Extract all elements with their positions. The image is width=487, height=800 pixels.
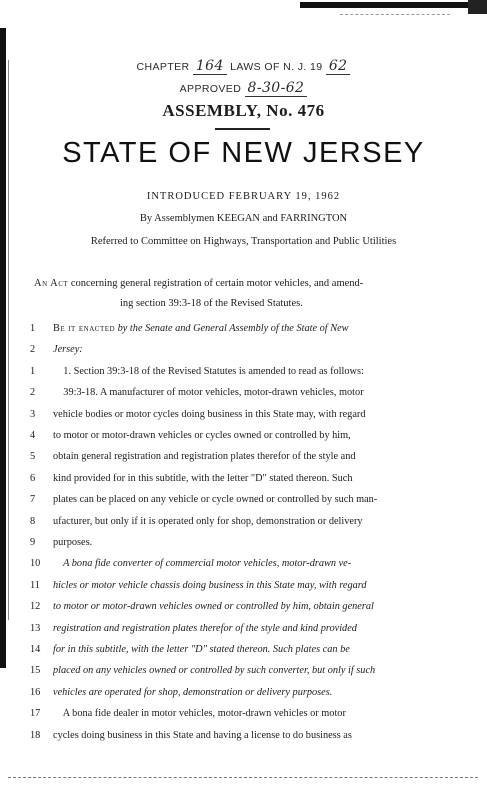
line-text — [53, 320, 456, 338]
line-text — [53, 620, 456, 638]
approved-date: 8-30-62 — [245, 80, 308, 97]
bill-line — [0, 513, 487, 531]
line-text — [53, 470, 456, 488]
line-text — [53, 684, 456, 702]
line-number: 14 — [30, 644, 41, 655]
approved-stamp — [0, 80, 487, 96]
act-title-line-1 — [34, 278, 363, 289]
line-body: A bona fide dealer in motor vehicles, motor-drawn vehicles or motor — [53, 708, 346, 720]
line-number: 1 — [30, 365, 36, 377]
line-body: vehicles are operated for shop, demonstration or delivery purposes. — [53, 686, 333, 698]
line-number: 8 — [30, 515, 36, 527]
line-text — [53, 363, 456, 381]
bill-line — [0, 491, 487, 509]
line-text — [53, 705, 456, 723]
bill-line — [0, 555, 487, 573]
bill-line — [0, 384, 487, 402]
approved-label: APPROVED — [179, 83, 242, 95]
line-text — [53, 662, 456, 680]
enacting-lead: Be it enacted — [53, 323, 116, 334]
bill-line — [0, 406, 487, 424]
title-rule — [215, 128, 270, 130]
bill-line — [0, 662, 487, 680]
line-body: purposes. — [53, 537, 93, 548]
line-body: vehicle bodies or motor cycles doing business in this State may, with regard — [53, 408, 366, 420]
bill-line — [0, 341, 487, 359]
line-number: 4 — [30, 430, 36, 441]
line-body: A bona fide converter of commercial motor vehicles, motor-drawn ve- — [53, 558, 352, 570]
line-number: 16 — [30, 686, 41, 698]
chapter-label: CHAPTER — [136, 61, 190, 73]
line-text — [53, 598, 456, 616]
bill-line — [0, 577, 487, 595]
introduced-date: INTRODUCED FEBRUARY 19, 1962 — [146, 191, 341, 202]
state-title: STATE OF NEW JERSEY — [62, 137, 425, 169]
bill-line — [0, 620, 487, 638]
line-number: 13 — [30, 622, 41, 634]
bill-line — [0, 448, 487, 466]
line-body: 1. Section 39:3-18 of the Revised Statutes is amended to read as follows: — [53, 365, 364, 377]
sponsors: By Assemblymen KEEGAN and FARRINGTON — [139, 213, 348, 224]
line-text — [53, 727, 456, 745]
bill-line — [0, 705, 487, 723]
line-text — [53, 448, 456, 466]
scan-bottom-dash — [8, 777, 478, 778]
act-prefix: An Act — [34, 278, 69, 289]
line-number: 1 — [30, 323, 36, 334]
line-number: 18 — [30, 729, 41, 741]
line-number: 12 — [30, 601, 41, 613]
line-number: 15 — [30, 665, 41, 677]
line-body: by the Senate and General Assembly of the State of New — [115, 323, 349, 334]
scan-top-dash — [340, 14, 450, 15]
bill-line — [0, 684, 487, 702]
line-text — [53, 577, 456, 595]
line-body: kind provided for in this subtitle, with the letter "D" stated thereon. Such — [53, 472, 353, 484]
bill-line — [0, 727, 487, 745]
bill-line — [0, 427, 487, 445]
line-text — [53, 341, 456, 359]
line-number: 3 — [30, 408, 36, 420]
scan-top-corner — [468, 0, 487, 14]
committee-referral: Referred to Committee on Highways, Transportation and Public Utilities — [90, 236, 397, 247]
bill-line — [0, 363, 487, 381]
line-body: to motor or motor-drawn vehicles or cycles owned or controlled by him, — [53, 430, 351, 441]
act-title-text-1: concerning general registration of certain motor vehicles, and amend- — [70, 278, 364, 289]
line-number: 5 — [30, 451, 36, 463]
line-text — [53, 427, 456, 445]
assembly-title: ASSEMBLY, No. 476 — [162, 101, 325, 120]
line-body: cycles doing business in this State and having a license to do business as — [53, 729, 352, 741]
laws-label: LAWS OF N. J. 19 — [230, 61, 323, 73]
line-text — [53, 491, 456, 509]
line-number: 2 — [30, 344, 36, 356]
line-body: for in this subtitle, with the letter "D" stated thereon. Such plates can be — [53, 644, 350, 655]
line-text — [53, 641, 456, 659]
bill-line — [0, 641, 487, 659]
line-body: hicles or motor vehicle chassis doing business in this State may, with regard — [53, 579, 367, 591]
bill-line — [0, 598, 487, 616]
line-text — [53, 406, 456, 424]
line-number: 6 — [30, 472, 36, 484]
year-suffix: 62 — [326, 58, 351, 75]
line-body: plates can be placed on any vehicle or cycle owned or controlled by such man- — [53, 494, 378, 506]
scan-top-bar — [300, 2, 472, 8]
line-body: registration and registration plates therefor of the style and kind provided — [53, 622, 357, 634]
line-body: 39:3-18. A manufacturer of motor vehicles, motor-drawn vehicles, motor — [53, 387, 364, 399]
line-text — [53, 555, 456, 573]
act-title-line-2: ing section 39:3-18 of the Revised Statutes. — [120, 298, 303, 309]
line-text — [53, 534, 456, 552]
line-body: to motor or motor-drawn vehicles owned or controlled by him, obtain general — [53, 601, 374, 613]
bill-line — [0, 470, 487, 488]
line-number: 11 — [30, 579, 40, 591]
chapter-number: 164 — [193, 58, 227, 75]
line-body: placed on any vehicles owned or controlled by such converter, but only if such — [53, 665, 376, 677]
line-body: Jersey: — [53, 344, 83, 356]
line-number: 17 — [30, 708, 41, 720]
line-body: obtain general registration and registration plates therefor of the style and — [53, 451, 356, 463]
bill-line — [0, 320, 487, 338]
line-number: 10 — [30, 558, 41, 570]
bill-line — [0, 534, 487, 552]
line-number: 9 — [30, 537, 36, 548]
line-text — [53, 384, 456, 402]
line-text — [53, 513, 456, 531]
chapter-stamp — [0, 58, 487, 74]
line-body: ufacturer, but only if it is operated only for shop, demonstration or delivery — [53, 515, 363, 527]
line-number: 2 — [30, 387, 36, 399]
line-number: 7 — [30, 494, 36, 506]
